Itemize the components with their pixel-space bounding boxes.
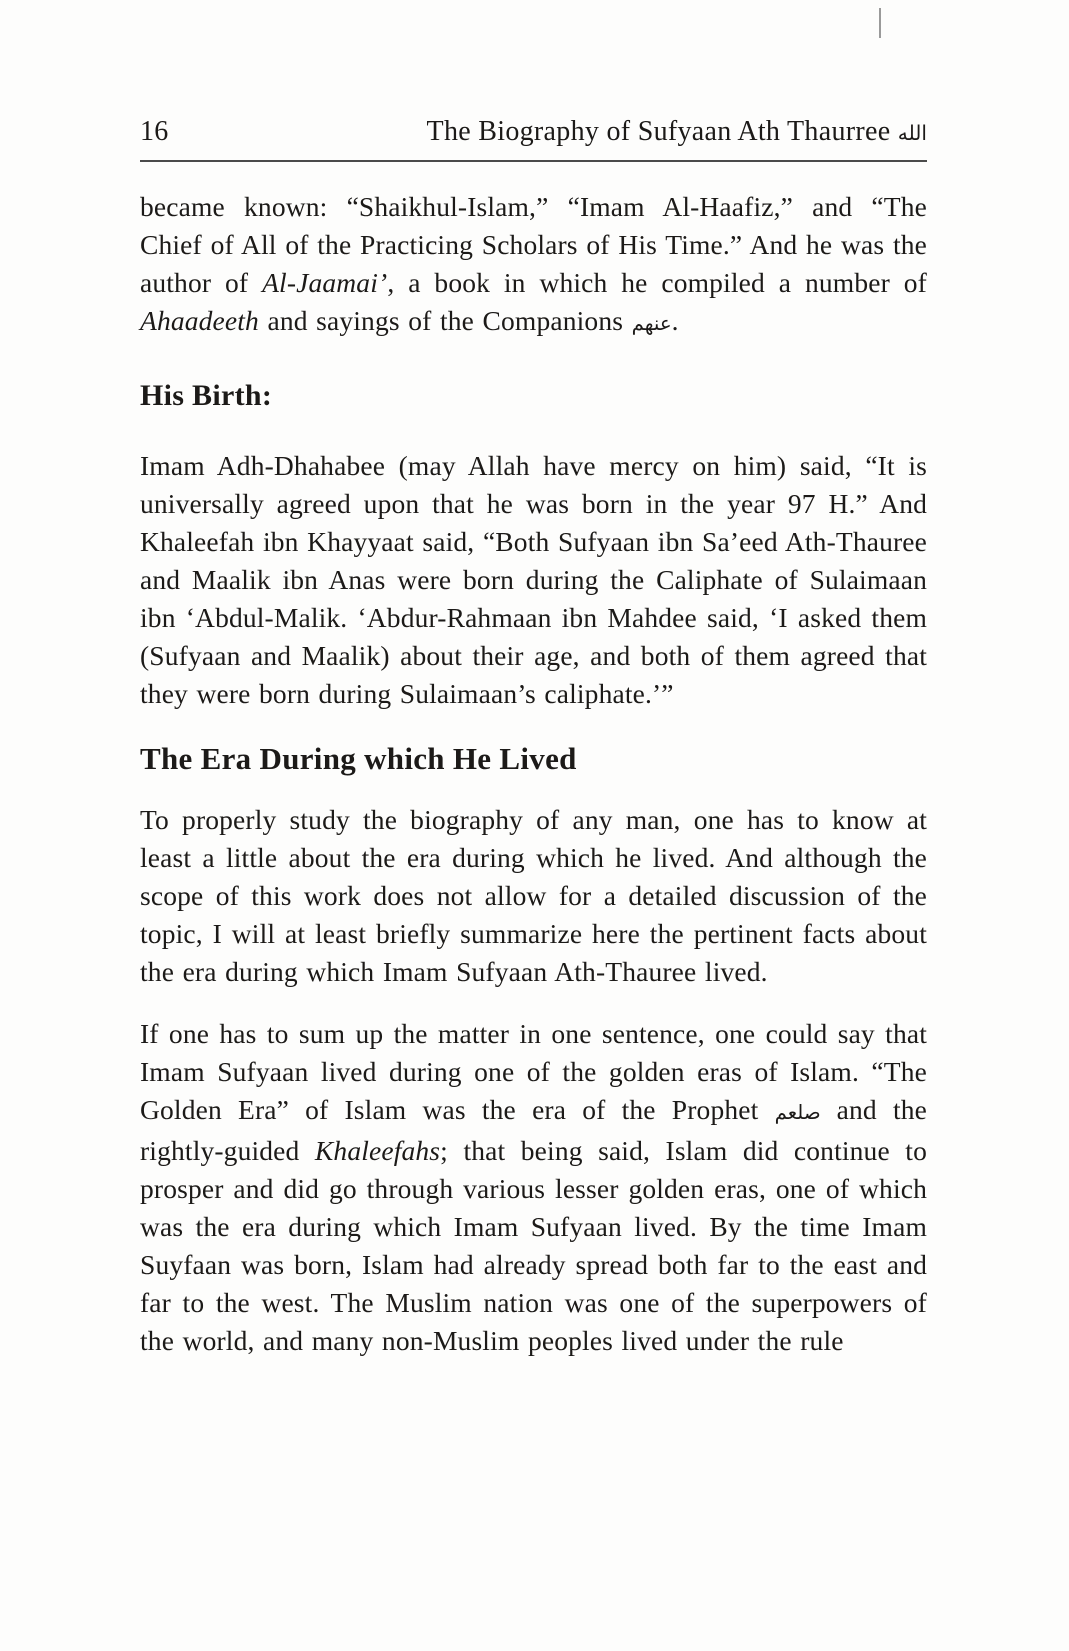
page-number: 16 <box>140 116 169 147</box>
header-rule <box>140 160 927 162</box>
running-header-title-group <box>427 116 927 148</box>
text-run: ; that being said, Islam did continue to prosper and did go through various lesser golden eras, one of which was the era during which Imam Sufyaan lived. By the time Imam Suyfaan was born, Islam had already spread both far to the east and far to the west. The Muslim nation was one of the superpowers of the world, and many non-Muslim peoples lived under the rule <box>140 1135 927 1356</box>
paragraph-intro <box>140 188 927 343</box>
running-header-title: The Biography of Sufyaan Ath Thaurree <box>426 116 891 147</box>
text-run: Imam Adh-Dhahabee (may Allah have mercy on him) said, “It is universally agreed upon that he was born in the year 97 H.” And Khaleefah ibn Khayyaat said, “Both Sufyaan ibn Sa’eed Ath-Thauree and Maalik ibn Anas were born during the Caliphate of Sulaimaan ibn ‘Abdul-Malik. ‘Abdur-Rahmaan ibn Mahdee said, ‘I asked them (Sufyaan and Maalik) about their age, and both of them agreed that they were born during Sulaimaan’s caliphate.’” <box>140 450 927 709</box>
text-run: To properly study the biography of any man, one has to know at least a little about the era during which he lived. And although the scope of this work does not allow for a detailed discussion of the topic, I will at least briefly summarize here the pertinent facts about the era during which Imam Sufyaan Ath-Thauree lived. <box>140 804 927 987</box>
text-run: . <box>671 305 679 336</box>
heading-era: The Era During which He Lived <box>140 741 577 776</box>
italic-text-run: Al-Jaamai’ <box>262 267 388 298</box>
companions-honorific-icon: عنهم <box>631 312 672 335</box>
heading-his-birth: His Birth: <box>140 379 273 412</box>
text-run: , a book in which he compiled a number of <box>387 267 927 298</box>
scan-artifact <box>879 8 881 38</box>
paragraph-era-2 <box>140 1015 927 1360</box>
paragraph-era-1 <box>140 801 927 991</box>
running-header <box>140 116 927 160</box>
text-run: If one has to sum up the matter in one sentence, one could say that Imam Sufyaan lived during one of the golden eras of Islam. “The Golden Era” of Islam was the era of the Prophet <box>140 1018 927 1125</box>
italic-text-run: Ahaadeeth <box>140 305 259 336</box>
text-run: and the rightly-guided <box>140 1094 928 1166</box>
italic-text-run: Khaleefahs <box>314 1135 441 1166</box>
paragraph-birth <box>140 447 927 713</box>
text-run: and sayings of the Companions <box>258 305 632 336</box>
header-honorific-icon: الله <box>897 121 927 145</box>
text-run: became known: “Shaikhul-Islam,” “Imam Al-Haafiz,” and “The Chief of All of the Practicing Scholars of His Time.” And he was the author of <box>140 191 927 298</box>
prophet-honorific-icon: صلعم <box>774 1101 821 1124</box>
